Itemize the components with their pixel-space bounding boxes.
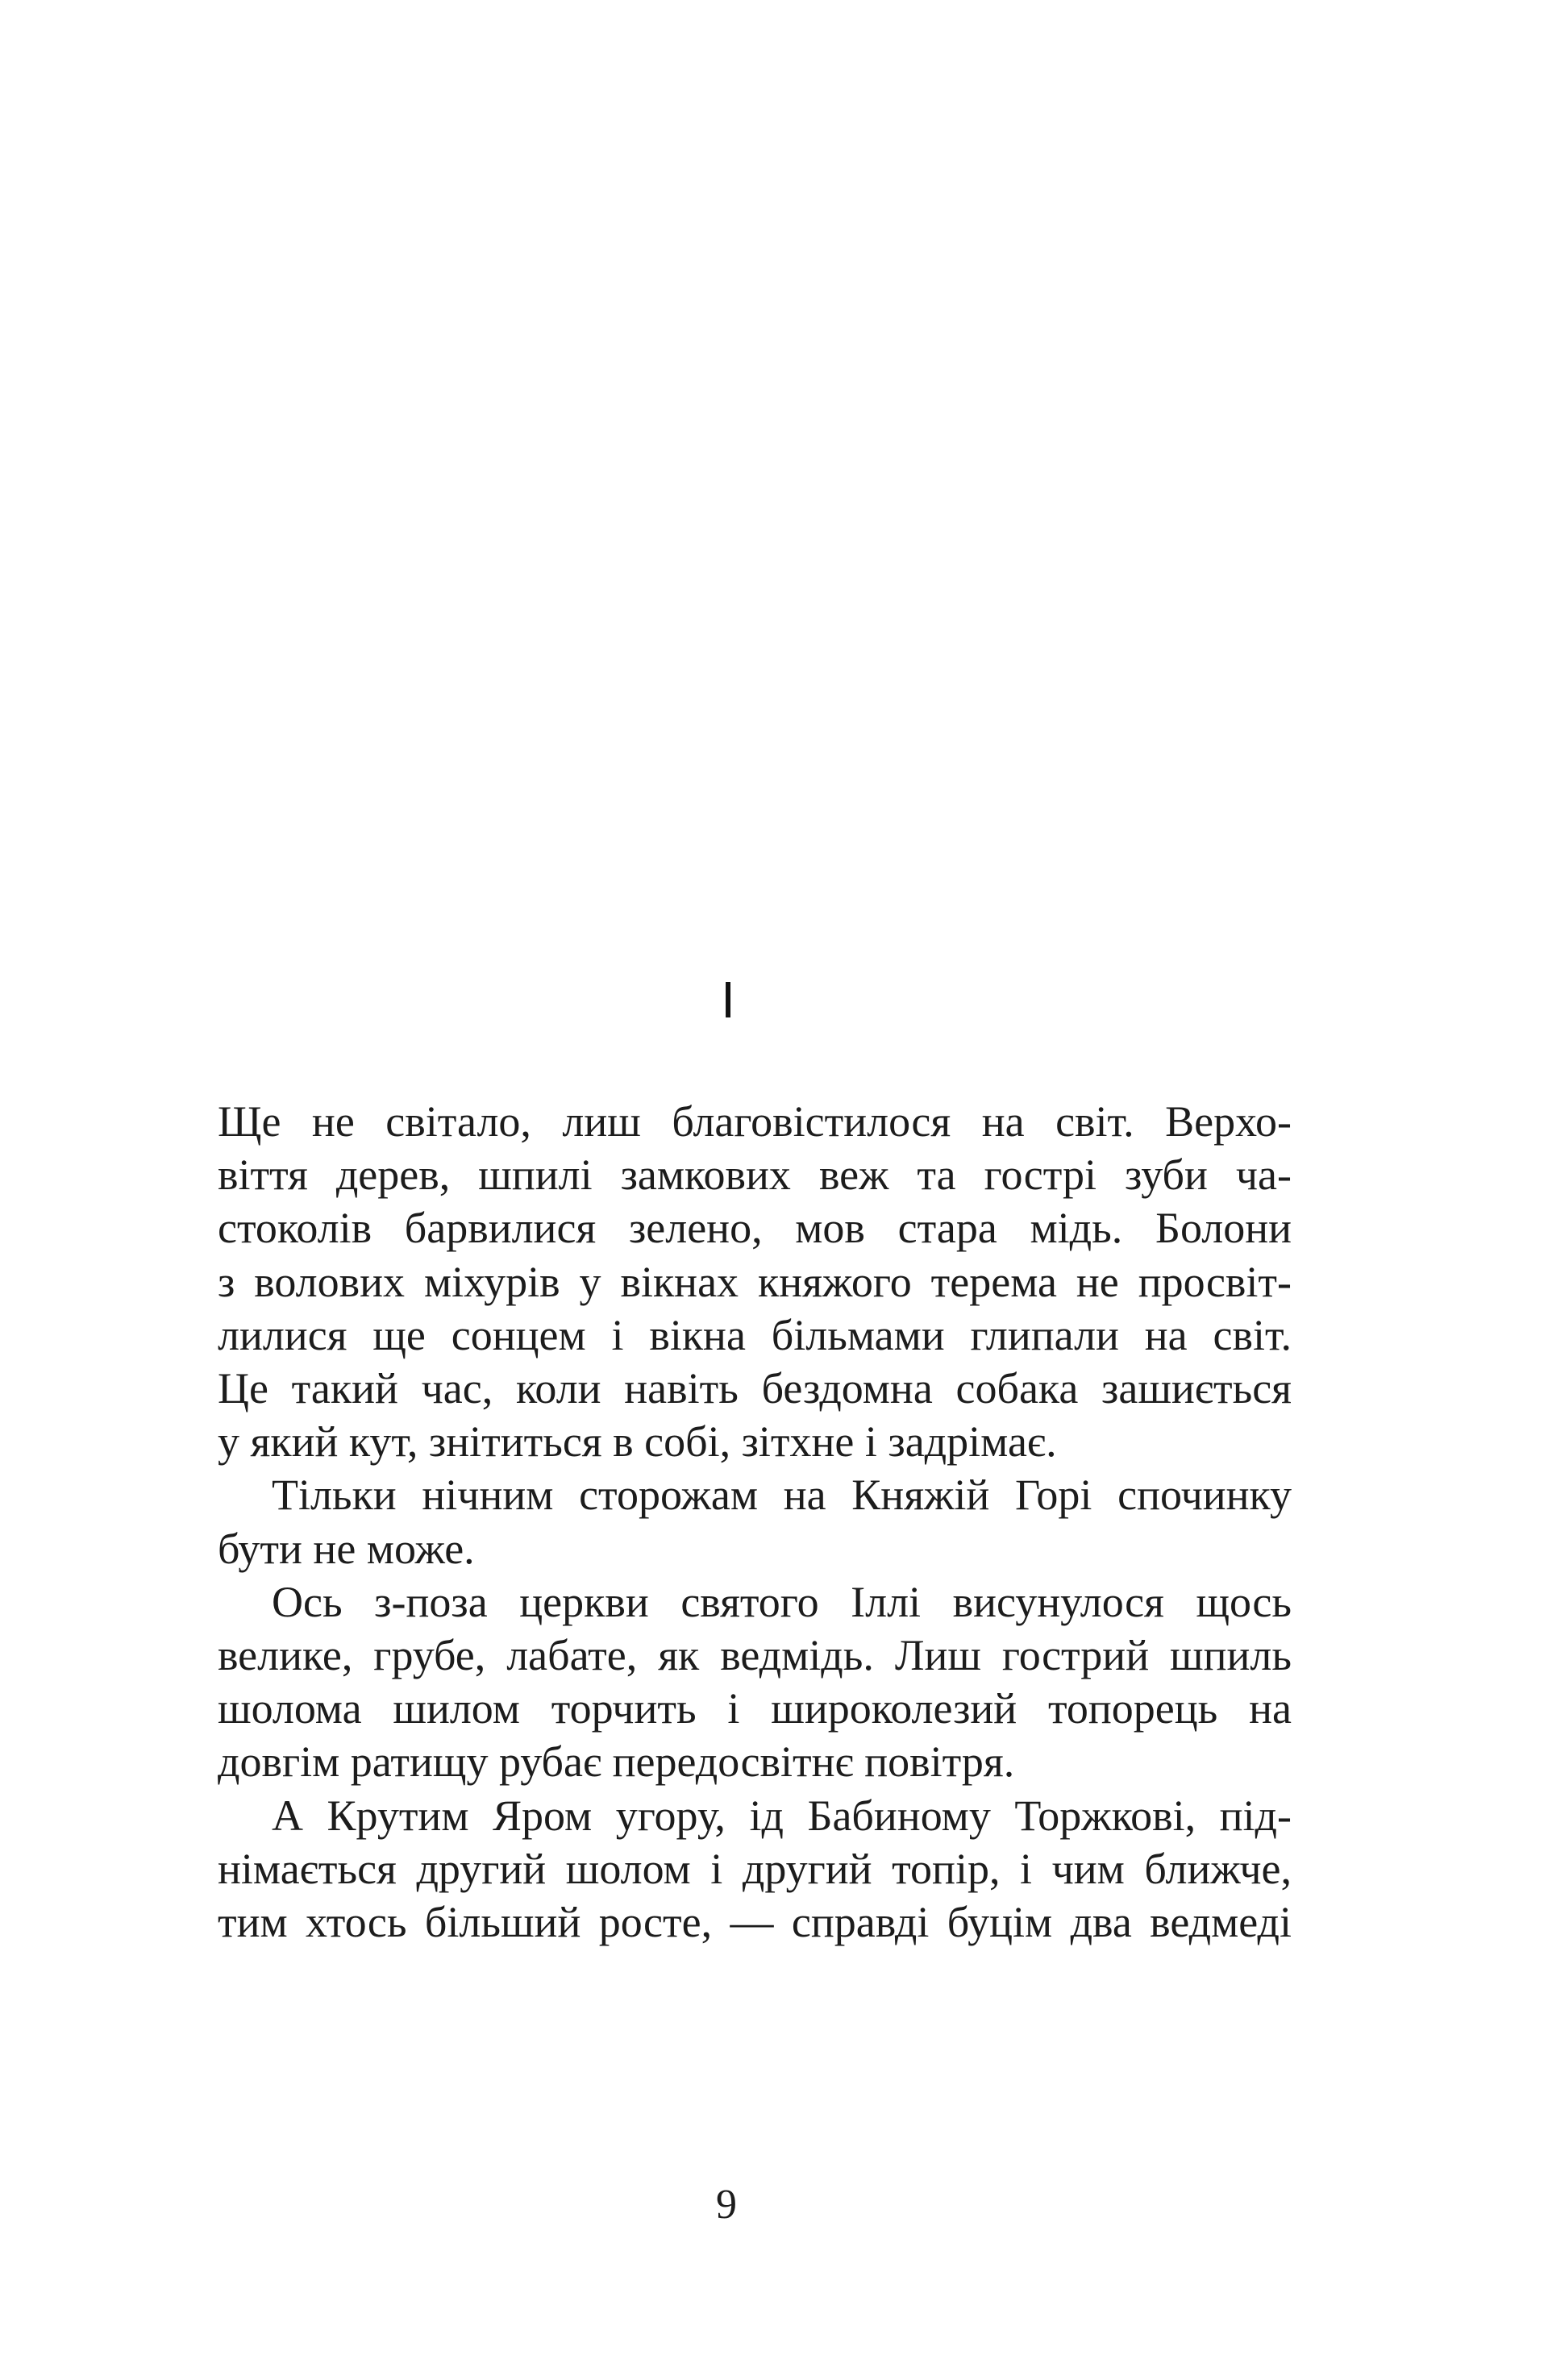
text-line: Це такий час, коли навіть бездомна собака зашиється [218, 1364, 1292, 1413]
text-line: німається другий шолом і другий топір, і чим ближче, [218, 1844, 1292, 1893]
text-line: велике, грубе, лабате, як ведмідь. Лиш гострий шпиль [218, 1631, 1292, 1680]
text-line: тим хтось більший росте, — справді буцім два ведмеді [218, 1898, 1292, 1947]
paragraph-2 [218, 1468, 1292, 1575]
chapter-heading: I [721, 971, 735, 1029]
text-line: з волових міхурів у вікнах княжого терема не просвіт- [218, 1257, 1292, 1306]
text-line: А Крутим Яром угору, ід Бабиному Торжкові, під- [272, 1791, 1292, 1840]
text-line: бути не може. [218, 1524, 475, 1573]
text-line: шолома шилом торчить і широколезий топорець на [218, 1684, 1292, 1733]
page-number: 9 [716, 2182, 737, 2228]
text-line: Ще не світало, лиш благовістилося на світ. Верхо- [218, 1097, 1292, 1146]
body-text [218, 1095, 1292, 1949]
text-line: лилися ще сонцем і вікна більмами глипали на світ. [218, 1310, 1292, 1359]
paragraph-4 [218, 1789, 1292, 1949]
text-line: довгім ратищу рубає передосвітнє повітря. [218, 1737, 1015, 1787]
text-line: Тільки нічним сторожам на Княжій Горі спочинку [272, 1471, 1292, 1520]
text-line: Ось з-поза церкви святого Іллі висунулося щось [272, 1577, 1292, 1626]
text-line: у який кут, знітиться в собі, зітхне і задрімає. [218, 1417, 1057, 1467]
paragraph-1 [218, 1095, 1292, 1468]
text-line: стоколів барвилися зелено, мов стара мідь. Болони [218, 1204, 1292, 1253]
text-line: віття дерев, шпилі замкових веж та гострі зуби ча- [218, 1150, 1292, 1200]
paragraph-3 [218, 1575, 1292, 1789]
